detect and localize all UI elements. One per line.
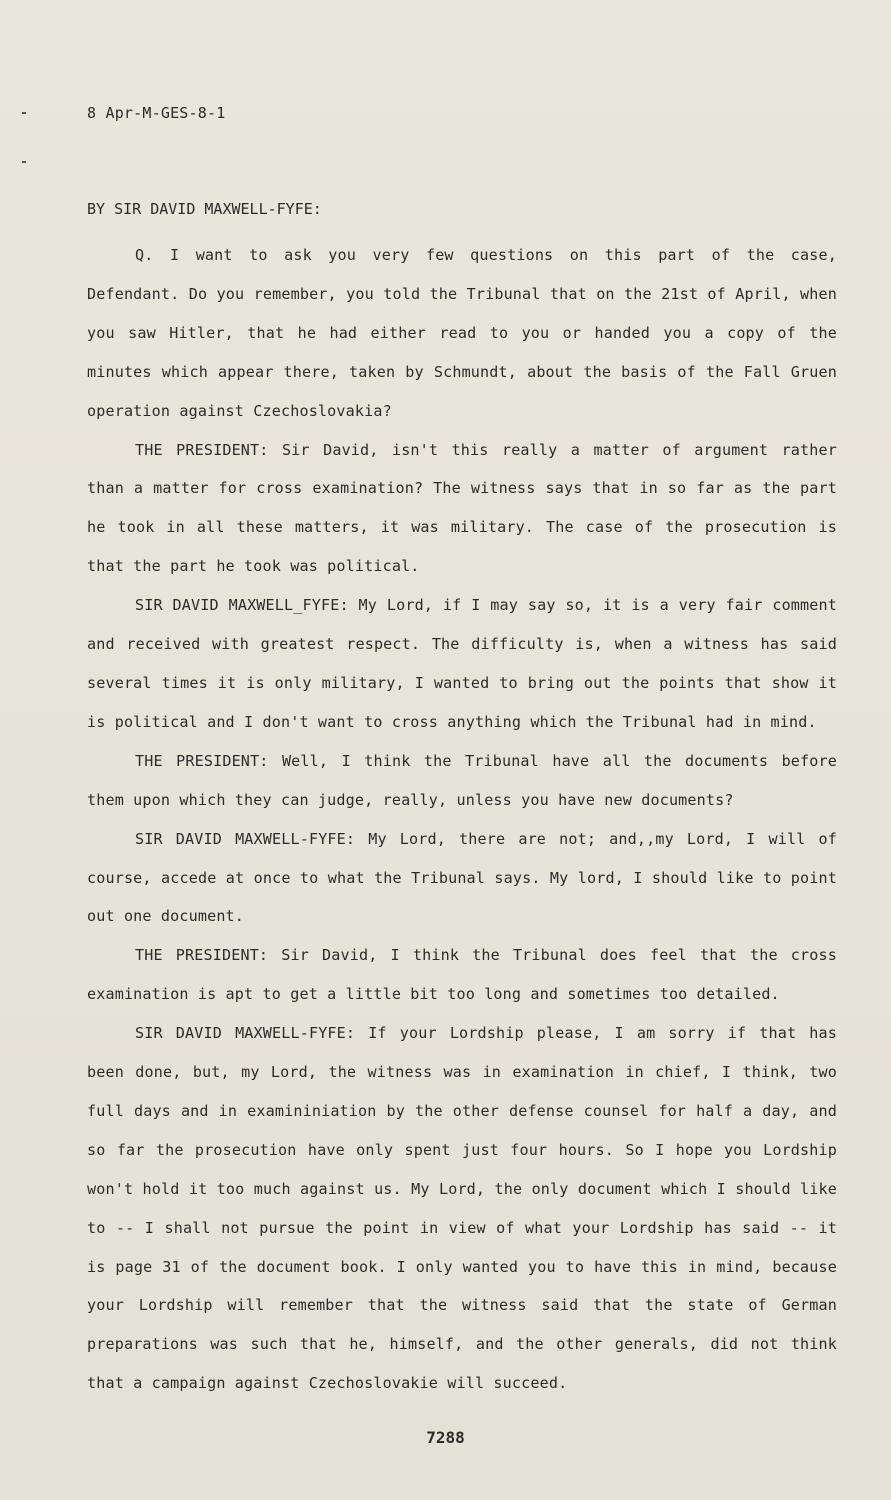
transcript-body [87,236,837,1403]
transcript-paragraph: THE PRESIDENT: Sir David, isn't this really a matter of argument rather than a matter for cross examination? The witness says that in so far as the part he took in all these matters, it was military. The case of the prosecution is that the part he took was political. [87,440,837,576]
margin-mark [22,161,26,163]
transcript-paragraph: Q. I want to ask you very few questions on this part of the case, Defendant. Do you remember, you told the Tribunal that on the 21st of April, when you saw Hitler, that he had either read to you or handed you a copy of the minutes which appear there, taken by Schmundt, about the basis of the Fall Gruen operation against Czechoslovakia? [87,246,837,420]
transcript-paragraph: SIR DAVID MAXWELL-FYFE: If your Lordship please, I am sorry if that has been done, but, my Lord, the witness was in examination in chief, I think, two full days and in examininiation by the other defense counsel for half a day, and so far the prosecution have only spent just four hours. So I hope you Lordship won't hold it too much against us. My Lord, the only document which I should like to -- I shall not pursue the point in view of what your Lordship has said -- it is page 31 of the document book. I only wanted you to have this in mind, because your Lordship will remember that the witness said that the state of German preparations was such that he, himself, and the other generals, did not think that a campaign against Czechoslovakie will succeed. [87,1024,837,1393]
margin-mark [22,112,26,114]
transcript-paragraph: SIR DAVID MAXWELL-FYFE: My Lord, there are not; and,,my Lord, I will of course, accede at once to what the Tribunal says. My lord, I should like to point out one document. [87,829,837,926]
page-number: 7288 [426,1428,465,1447]
section-heading: BY SIR DAVID MAXWELL-FYFE: [87,200,322,218]
transcript-paragraph: THE PRESIDENT: Sir David, I think the Tribunal does feel that the cross examination is apt to get a little bit too long and sometimes too detailed. [87,946,837,1004]
transcript-paragraph: SIR DAVID MAXWELL_FYFE: My Lord, if I may say so, it is a very fair comment and received with greatest respect. The difficulty is, when a witness has said several times it is only military, I wanted to bring out the points that show it is political and I don't want to cross anything which the Tribunal had in mind. [87,596,837,731]
transcript-paragraph: THE PRESIDENT: Well, I think the Tribunal have all the documents before them upon which they can judge, really, unless you have new documents? [87,751,837,809]
document-reference: 8 Apr-M-GES-8-1 [87,104,226,122]
